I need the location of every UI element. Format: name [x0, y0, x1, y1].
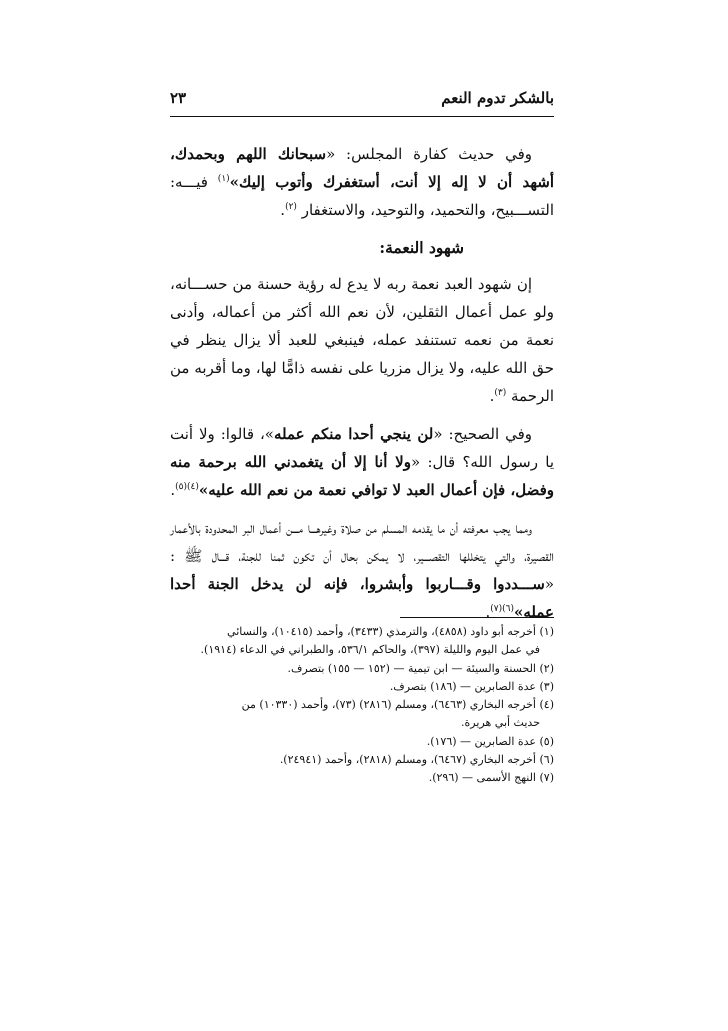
- footnote-1-continued: في عمل اليوم والليلة (٣٩٧)، والحاكم ٥٣٦/١، والطبراني في الدعاء (١٩١٤).: [200, 643, 540, 657]
- header-rule: [170, 116, 554, 117]
- running-title: بالشكر تدوم النعم: [441, 89, 554, 107]
- footnote-1: (١) أخرجه أبو داود (٤٨٥٨)، والترمذي (٣٤٣٣)، وأحمد (١٠٤١٥)، والنسائي: [227, 625, 554, 638]
- footnote-refs-4-5[interactable]: (٤)(٥): [175, 482, 199, 492]
- footnotes: [170, 623, 554, 788]
- footnote-ref-3[interactable]: (٣): [494, 388, 507, 398]
- footnote-4: (٤) أخرجه البخاري (٦٤٦٣)، ومسلم (٢٨١٦) (٧٣)، وأحمد (١٠٣٣٠) من: [241, 698, 554, 712]
- paragraph-majlis-hadith: وفي حديث كفارة المجلس: «سبحانك اللهم وبحمدك، أشهد أن لا إله إلا أنت، أستغفرك وأتوب إليك»$^{(١)}$ فيـــه: التســـبيح، والتحميد، والتوحيد، والاستغفار $^{(٢)}$.: [170, 145, 554, 219]
- paragraph-deeds-price: ومما يجب معرفته أن ما يقدمه المسلم من صلاة وغيرهـــا مـــن أعمال البر المحدودة بالأعمار القصيرة، والتي يتخللها التقصـــير، لا يمكن بحال أن تكون ثمنا للجنة، قـــال ﷺ : «ســـددوا وقـــاربوا وأبشروا، فإنه لن يدخل الجنة أحدا عمله»$^{(٦)(٧)}$.: [170, 519, 554, 621]
- hadith-quote-2: ولا أنا إلا أن يتغمدني الله برحمة منه وفضل، فإن أعمال العبد لا توافي نعمة من نعم الله عليه: [170, 453, 554, 499]
- footnote-rule: [400, 617, 554, 618]
- page-number: ٢٣: [170, 89, 187, 107]
- section-heading: شهود النعمة:: [379, 238, 464, 257]
- paragraph-sahih-hadith: وفي الصحيح: «لن ينجي أحدا منكم عمله»، قالوا: ولا أنت يا رسول الله؟ قال: «ولا أنا إلا أن يتغمدني الله برحمة منه وفضل، فإن أعمال العبد لا توافي نعمة من نعم الله عليه»$^{(٤)(٥)}$.: [170, 425, 554, 499]
- hadith-quote-3: ســـددوا وقـــاربوا وأبشروا، فإنه لن يدخل الجنة أحدا عمله: [170, 575, 554, 621]
- footnote-ref-1[interactable]: (١): [217, 174, 230, 184]
- footnote-refs-6-7[interactable]: (٦)(٧): [490, 604, 514, 614]
- footnote-3: (٣) عدة الصابرين — (١٨٦) بتصرف.: [389, 679, 554, 693]
- running-header: [170, 84, 554, 112]
- footnote-2: (٢) الحسنة والسيئة — ابن تيمية — (١٥٢ — ١٥٥) بتصرف.: [287, 661, 554, 675]
- footnote-5: (٥) عدة الصابرين — (١٧٦).: [426, 734, 554, 748]
- paragraph-witnessing-blessing: إن شهود العبد نعمة ربه لا يدع له رؤية حسنة من حســـانه، ولو عمل أعمال الثقلين، لأن نعم الله أكثر من أعماله، وأدنى نعمة من نعمه تستنفد عمله، فينبغي للعبد ألا يزال ينظر في حق الله عليه، ولا يزال مزريا على نفسه ذامًّا لها، وما أقربه من الرحمة $^{(٣)}$.: [170, 275, 554, 405]
- footnote-6: (٦) أخرجه البخاري (٦٤٦٧)، ومسلم (٢٨١٨)، وأحمد (٢٤٩٤١).: [279, 753, 554, 767]
- dua-quote: سبحانك اللهم وبحمدك، أشهد أن لا إله إلا أنت، أستغفرك وأتوب إليك: [170, 145, 554, 191]
- footnote-ref-2[interactable]: (٢): [285, 202, 297, 212]
- footnote-4-continued: حديث أبي هريرة.: [461, 716, 540, 730]
- footnote-7: (٧) النهج الأسمى — (٢٩٦).: [428, 771, 554, 785]
- hadith-quote-1: لن ينجي أحدا منكم عمله: [273, 425, 434, 443]
- body-text: [170, 140, 554, 626]
